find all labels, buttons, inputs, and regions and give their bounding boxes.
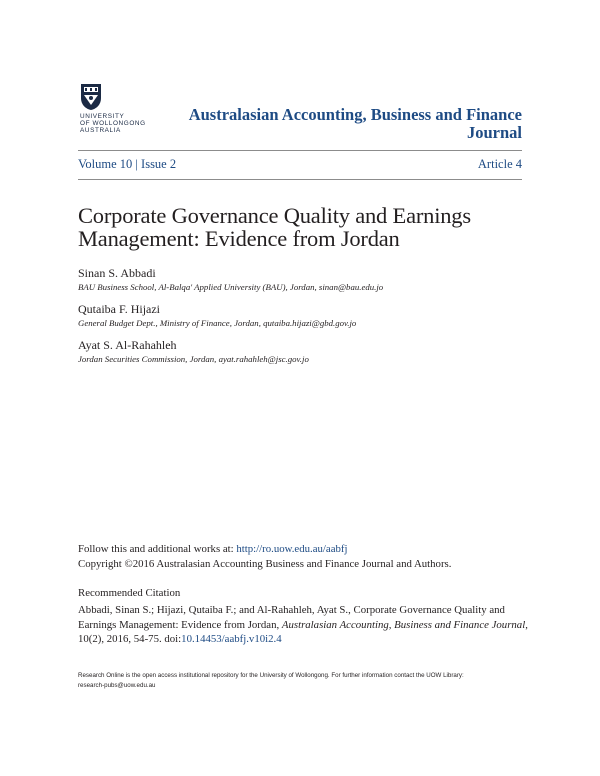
doi-link[interactable]: 10.14453/aabfj.v10i2.4 xyxy=(181,633,282,645)
copyright-text: Copyright ©2016 Australasian Accounting Business and Finance Journal and Authors. xyxy=(78,558,452,570)
volume-issue-link[interactable]: Volume 10 | Issue 2 xyxy=(78,157,177,171)
logo-line-australia: AUSTRALIA xyxy=(80,127,121,134)
citation-part1: Abbadi, Sinan S.; Hijazi, Qutaiba F.; and Al-Rahahleh, Ayat S., Corporate Governance Quality and Earnings Management: Evidence from Jordan, xyxy=(78,604,505,631)
author-name[interactable]: Sinan S. Abbadi xyxy=(78,266,156,280)
logo-line-wollongong: OF WOLLONGONG xyxy=(80,120,146,127)
author-name[interactable]: Ayat S. Al-Rahahleh xyxy=(78,338,177,352)
author-name[interactable]: Qutaiba F. Hijazi xyxy=(78,302,161,316)
follow-section xyxy=(78,542,451,572)
citation-text xyxy=(78,603,528,647)
issue-bar xyxy=(78,150,522,180)
footer-email[interactable]: research-pubs@uow.edu.au xyxy=(78,682,156,689)
journal-title-link[interactable]: Australasian Accounting, Business and Finance Journal xyxy=(188,105,522,142)
citation-journal: Australasian Accounting, Business and Finance Journal xyxy=(281,618,526,631)
author-affiliation: Jordan Securities Commission, Jordan, ayat.rahahleh@jsc.gov.jo xyxy=(78,354,309,364)
article-number-link[interactable]: Article 4 xyxy=(477,157,522,171)
repository-link[interactable]: http://ro.uow.edu.au/aabfj xyxy=(236,543,348,555)
shield-icon xyxy=(80,83,102,111)
paper-title: Corporate Governance Quality and Earnings Management: Evidence from Jordan xyxy=(78,203,471,251)
recommended-citation-heading: Recommended Citation xyxy=(78,587,181,599)
university-logo[interactable] xyxy=(78,83,148,135)
author-affiliation: BAU Business School, Al-Balqa' Applied University (BAU), Jordan, sinan@bau.edu.jo xyxy=(78,282,384,292)
author-affiliation: General Budget Dept., Ministry of Finance, Jordan, qutaiba.hijazi@gbd.gov.jo xyxy=(78,318,357,328)
citation-part2: , 10(2), 2016, 54-75. doi: xyxy=(78,618,528,645)
follow-text: Follow this and additional works at: xyxy=(78,543,237,555)
logo-line-university: UNIVERSITY xyxy=(80,113,125,120)
repository-footer xyxy=(78,671,528,691)
footer-line: Research Online is the open access institutional repository for the University of Wollongong. For further information contact the UOW Library: xyxy=(78,672,464,679)
